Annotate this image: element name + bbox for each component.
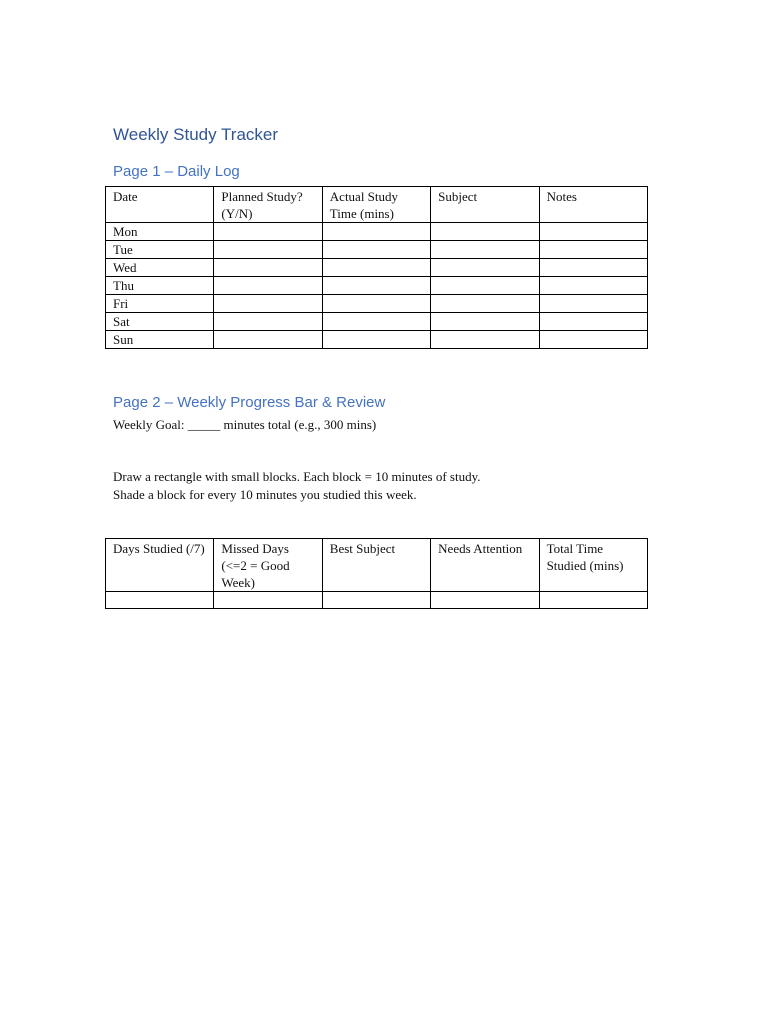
table-cell (431, 241, 539, 259)
table-cell (322, 592, 430, 609)
daily-log-header-notes: Notes (539, 187, 647, 223)
daily-log-day-cell: Sun (106, 331, 214, 349)
table-cell (431, 592, 539, 609)
table-cell (539, 313, 647, 331)
table-cell (214, 331, 322, 349)
table-cell (431, 259, 539, 277)
review-header-row (106, 539, 648, 592)
daily-log-header-row (106, 187, 648, 223)
daily-log-day-cell: Mon (106, 223, 214, 241)
table-cell (322, 259, 430, 277)
review-header-needs-attention: Needs Attention (431, 539, 539, 592)
review-header-total-time: Total Time Studied (mins) (539, 539, 647, 592)
page2-heading: Page 2 – Weekly Progress Bar & Review (113, 394, 386, 411)
table-cell (214, 592, 322, 609)
table-row (106, 277, 648, 295)
table-cell (431, 295, 539, 313)
table-cell (539, 592, 647, 609)
daily-log-day-cell: Tue (106, 241, 214, 259)
instruction-text: Shade a block for every 10 minutes you studied this week. (113, 487, 417, 502)
table-cell (214, 277, 322, 295)
page1-heading: Page 1 – Daily Log (113, 163, 240, 180)
table-cell (214, 259, 322, 277)
table-cell (431, 223, 539, 241)
document-title: Weekly Study Tracker (113, 125, 279, 144)
table-cell (214, 241, 322, 259)
weekly-review-table (105, 538, 648, 609)
review-header-missed-days: Missed Days (<=2 = Good Week) (214, 539, 322, 592)
table-row (106, 331, 648, 349)
table-row (106, 223, 648, 241)
table-cell (322, 295, 430, 313)
table-cell (539, 295, 647, 313)
weekly-goal-text: Weekly Goal: _____ minutes total (e.g., 300 mins) (113, 417, 377, 432)
daily-log-header-planned: Planned Study? (Y/N) (214, 187, 322, 223)
daily-log-table (105, 186, 648, 349)
review-header-best-subject: Best Subject (322, 539, 430, 592)
daily-log-day-cell: Thu (106, 277, 214, 295)
table-cell (106, 592, 214, 609)
table-cell (214, 223, 322, 241)
table-row (106, 241, 648, 259)
table-cell (322, 331, 430, 349)
review-header-days-studied: Days Studied (/7) (106, 539, 214, 592)
daily-log-header-subject: Subject (431, 187, 539, 223)
table-row (106, 313, 648, 331)
daily-log-day-cell: Wed (106, 259, 214, 277)
daily-log-day-cell: Sat (106, 313, 214, 331)
table-row (106, 295, 648, 313)
table-cell (431, 313, 539, 331)
table-cell (431, 331, 539, 349)
table-cell (539, 259, 647, 277)
table-cell (214, 313, 322, 331)
table-cell (539, 277, 647, 295)
table-cell (322, 313, 430, 331)
table-cell (539, 331, 647, 349)
table-row (106, 259, 648, 277)
table-cell (322, 277, 430, 295)
table-cell (539, 241, 647, 259)
table-cell (322, 241, 430, 259)
daily-log-header-actual-time: Actual Study Time (mins) (322, 187, 430, 223)
table-cell (431, 277, 539, 295)
table-cell (322, 223, 430, 241)
table-row (106, 592, 648, 609)
daily-log-day-cell: Fri (106, 295, 214, 313)
instruction-text: Draw a rectangle with small blocks. Each block = 10 minutes of study. (113, 469, 481, 484)
table-cell (539, 223, 647, 241)
daily-log-header-date: Date (106, 187, 214, 223)
table-cell (214, 295, 322, 313)
